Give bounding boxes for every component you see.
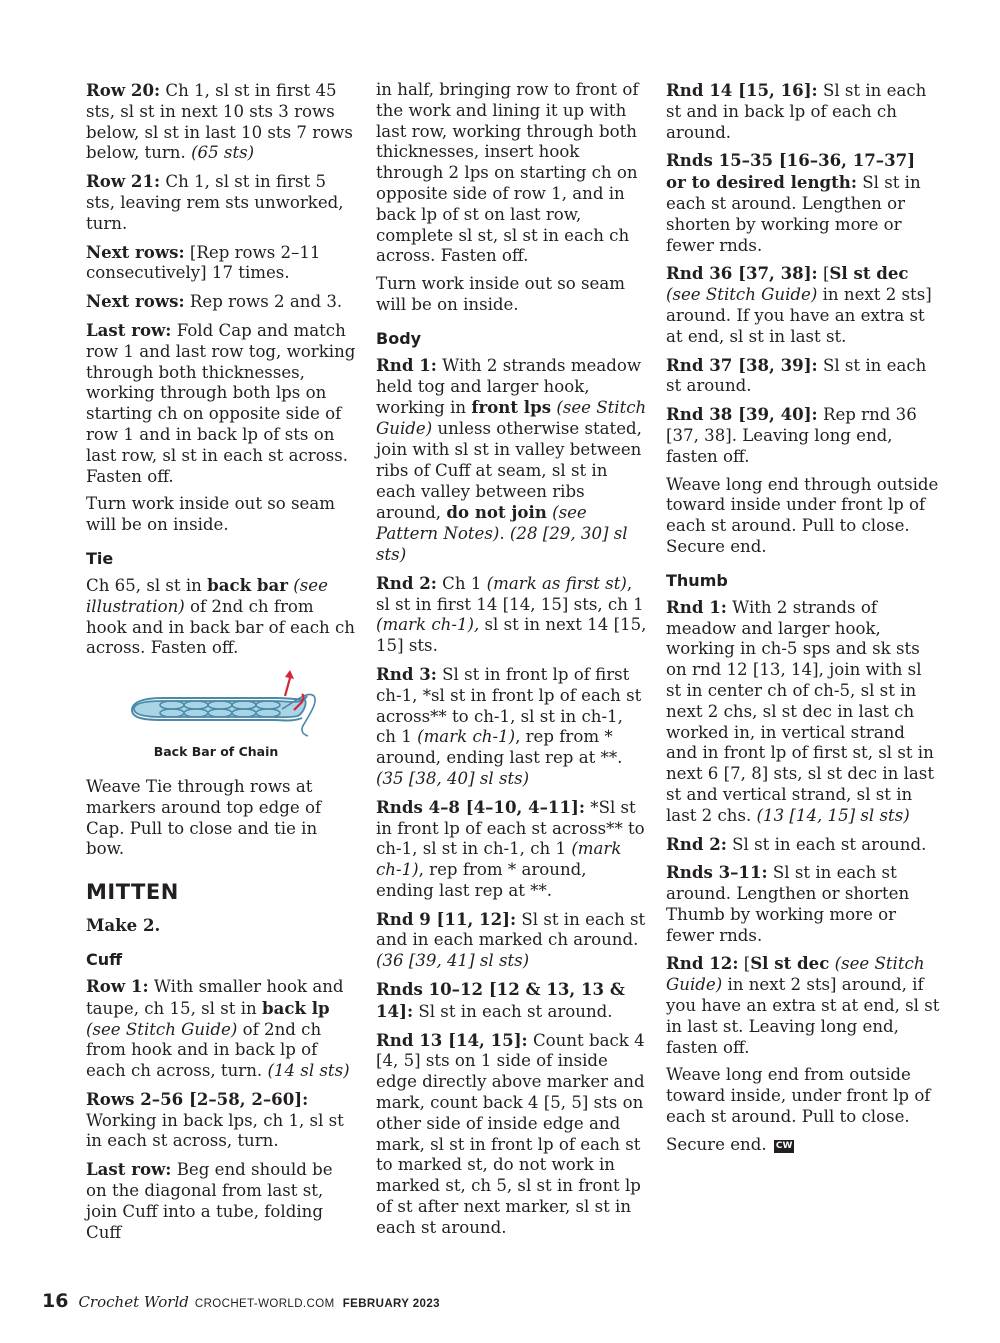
page-footer bbox=[42, 1290, 440, 1312]
column-1 bbox=[86, 80, 358, 1250]
row-21-paragraph: Row 21: Ch 1, sl st in first 5 sts, leaving rem sts unworked, turn. bbox=[86, 171, 344, 233]
cuff-rows-2-56-paragraph: Rows 2–56 [2–58, 2–60]: Working in back lps, ch 1, sl st in each st across, turn. bbox=[86, 1088, 344, 1151]
mitten-heading: MITTEN bbox=[86, 880, 179, 905]
issue-date: FEBRUARY 2023 bbox=[342, 1298, 440, 1310]
back-bar-figure bbox=[86, 666, 358, 738]
body-rnd-13-paragraph: Rnd 13 [14, 15]: Count back 4 [4, 5] sts on 1 side of inside edge directly above marker and mark, count back 4 [5, 5] sts on other side of inside edge and mark, sl st in front lp of each st to marked st, do not work in marked st, ch 5, sl st in front lp of st after next marker, sl st in each st around. bbox=[376, 1029, 645, 1237]
weave-tie-paragraph: Weave Tie through rows at markers around top edge of Cap. Pull to close and tie in bow. bbox=[86, 776, 322, 859]
column-2 bbox=[376, 80, 648, 1246]
body-rnd-2-paragraph: Rnd 2: Ch 1 (mark as first st), sl st in first 14 [14, 15] sts, ch 1 (mark ch-1), sl st in next 14 [15, 15] sts. bbox=[376, 572, 647, 656]
next-rows-paragraph-2: Next rows: Rep rows 2 and 3. bbox=[86, 291, 343, 312]
cuff-heading: Cuff bbox=[86, 949, 123, 969]
cuff-continued-paragraph: in half, bringing row to front of the work and lining it up with last row, working through both thicknesses, insert hook through 2 lps on starting ch on opposite side of row 1, and in back lp of st on last row, complete sl st, sl st in each ch across. Fasten off. bbox=[376, 80, 639, 266]
tie-heading: Tie bbox=[86, 548, 114, 568]
figure-caption: Back Bar of Chain bbox=[153, 744, 279, 760]
body-rnds-10-12-paragraph: Rnds 10–12 [12 & 13, 13 & 14]: Sl st in each st around. bbox=[376, 979, 625, 1021]
thumb-heading: Thumb bbox=[666, 570, 728, 590]
make-2-text: Make 2. bbox=[86, 915, 161, 936]
cw-logo-icon: CW bbox=[775, 1140, 793, 1151]
body-rnds-4-8-paragraph: Rnds 4–8 [4–10, 4–11]: *Sl st in front lp of each st across** to ch-1, sl st in ch-1, ch 1 (mark ch-1), rep from * around, ending last rep at **. bbox=[376, 796, 645, 900]
column-3 bbox=[666, 80, 940, 1163]
next-rows-paragraph: Next rows: [Rep rows 2–11 consecutively] 17 times. bbox=[86, 241, 321, 283]
body-rnd-1-paragraph: Rnd 1: With 2 strands meadow held tog and larger hook, working in front lps (see Stitch Guide) unless otherwise stated, join with sl st in valley between ribs of Cuff at seam, sl st in each valley between ribs around, do not join (see Pattern Notes). (28 [29, 30] sl sts) bbox=[376, 354, 647, 564]
body-rnd-38-paragraph: Rnd 38 [39, 40]: Rep rnd 36 [37, 38]. Leaving long end, fasten off. bbox=[666, 404, 917, 466]
weave-long-end-paragraph: Weave long end through outside toward inside under front lp of each st around. Pull to close. Secure end. bbox=[666, 474, 939, 556]
body-rnd-37-paragraph: Rnd 37 [38, 39]: Sl st in each st around. bbox=[666, 354, 927, 396]
row-20-paragraph: Row 20: Ch 1, sl st in first 45 sts, sl st in next 10 sts 3 rows below, sl st in last 10 sts 7 rows below, turn. (65 sts) bbox=[86, 80, 353, 163]
thumb-rnds-3-11-paragraph: Rnds 3–11: Sl st in each st around. Lengthen or shorten Thumb by working more or fewer rnds. bbox=[666, 862, 910, 945]
cuff-row-1-paragraph: Row 1: With smaller hook and taupe, ch 15, sl st in back lp (see Stitch Guide) of 2nd ch from hook and in back lp of each ch across, turn. (14 sl sts) bbox=[86, 975, 350, 1081]
secure-end-paragraph: Secure end. CW bbox=[666, 1134, 793, 1154]
body-rnd-36-paragraph: Rnd 36 [37, 38]: [Sl st dec (see Stitch Guide) in next 2 sts] around. If you have an extra st at end, sl st in last st. bbox=[666, 263, 932, 346]
thumb-weave-paragraph: Weave long end from outside toward inside, under front lp of each st around. Pull to close. bbox=[666, 1065, 931, 1127]
tie-paragraph: Ch 65, sl st in back bar (see illustration) of 2nd ch from hook and in back bar of each ch across. Fasten off. bbox=[86, 574, 355, 658]
turn-work-paragraph-2: Turn work inside out so seam will be on inside. bbox=[376, 274, 626, 314]
thumb-rnd-1-paragraph: Rnd 1: With 2 strands of meadow and larger hook, working in ch-5 sps and sk sts on rnd 12 [13, 14], join with sl st in center ch of ch-5, sl st in next 2 chs, sl st dec in last ch worked in, in vertical strand and in front lp of first st, sl st in next 6 [7, 8] sts, sl st dec in last st and vertical strand, sl st in last 2 chs. (13 [14, 15] sl sts) bbox=[666, 596, 934, 825]
body-rnds-15-35-paragraph: Rnds 15–35 [16–36, 17–37] or to desired length: Sl st in each st around. Lengthen or shorten by working more or fewer rnds. bbox=[666, 150, 921, 255]
body-rnd-3-paragraph: Rnd 3: Sl st in front lp of first ch-1, *sl st in front lp of each st across** to ch-1, sl st in ch-1, ch 1 (mark ch-1), rep from * around, ending last rep at **. (35 [38, 40] sl sts) bbox=[376, 663, 642, 788]
thumb-rnd-2-paragraph: Rnd 2: Sl st in each st around. bbox=[666, 833, 927, 854]
thumb-rnd-12-paragraph: Rnd 12: [Sl st dec (see Stitch Guide) in next 2 sts] around, if you have an extra st at end, sl st in last st. Leaving long end, fasten off. bbox=[666, 953, 940, 1057]
turn-work-paragraph: Turn work inside out so seam will be on inside. bbox=[86, 494, 336, 535]
body-heading: Body bbox=[376, 328, 422, 348]
last-row-paragraph: Last row: Fold Cap and match row 1 and last row tog, working through both thicknesses, working through both lps on starting ch on opposite side of row 1 and in back lp of sts on last row, sl st in each st across. Fasten off. bbox=[86, 319, 356, 486]
page-number: 16 bbox=[42, 1290, 69, 1312]
body-rnd-14-paragraph: Rnd 14 [15, 16]: Sl st in each st and in back lp of each ch around. bbox=[666, 80, 927, 142]
magazine-title: Crochet World bbox=[78, 1293, 189, 1311]
body-rnd-9-paragraph: Rnd 9 [11, 12]: Sl st in each st and in each marked ch around. (36 [39, 41] sl sts) bbox=[376, 908, 646, 971]
chain-illustration-icon bbox=[122, 666, 322, 738]
magazine-url: CROCHET-WORLD.COM bbox=[194, 1298, 335, 1310]
cuff-last-row-paragraph: Last row: Beg end should be on the diagonal from last st, join Cuff into a tube, folding Cuff bbox=[86, 1159, 333, 1242]
